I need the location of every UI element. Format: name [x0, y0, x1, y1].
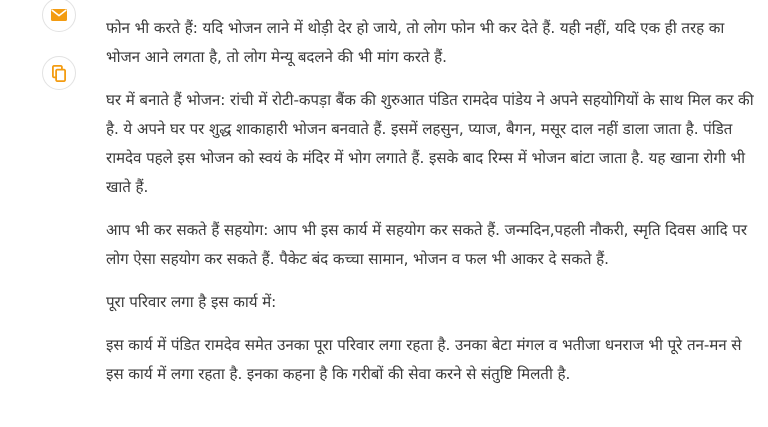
copy-link-button[interactable]: [42, 56, 76, 90]
article-body: [106, 14, 758, 403]
paragraph-phone-calls: फोन भी करते हैं: यदि भोजन लाने में थोड़ी देर हो जाये, तो लोग फोन भी कर देते हैं. यही नहीं, यदि एक ही तरह का भोजन आने लगता है, तो लोग मेन्यू बदलने की भी मांग करते हैं.: [106, 19, 725, 66]
copy-icon: [52, 65, 66, 82]
email-share-button[interactable]: [42, 0, 76, 32]
paragraph-family: इस कार्य में पंडित रामदेव समेत उनका पूरा परिवार लगा रहता है. उनका बेटा मंगल व भतीजा धनराज भी पूरे तन-मन से इस कार्य में लगा रहता है. इनका कहना है कि गरीबों की सेवा करने से संतुष्टि मिलती है.: [106, 336, 742, 383]
mail-icon: [51, 9, 67, 21]
paragraph-family-heading: पूरा परिवार लगा है इस कार्य में:: [106, 293, 277, 311]
paragraph-home-cooking: घर में बनाते हैं भोजन: रांची में रोटी-कपड़ा बैंक की शुरुआत पंडित रामदेव पांडेय ने अपने सहयोगियों के साथ मिल कर की है. ये अपने घर पर शुद्ध शाकाहारी भोजन बनवाते हैं. इसमें लहसुन, प्याज, बैगन, मसूर दाल नहीं डाला जाता है. पंडित रामदेव पहले इस भोजन को स्वयं के मंदिर में भोग लगाते हैं. इसके बाद रिम्स में भोजन बांटा जाता है. यह खाना रोगी भी खाते हैं.: [106, 91, 754, 196]
paragraph-support: आप भी कर सकते हैं सहयोग: आप भी इस कार्य में सहयोग कर सकते हैं. जन्मदिन,पहली नौकरी, स्मृति दिवस आदि पर लोग ऐसा सहयोग कर सकते हैं. पैकेट बंद कच्चा सामान, भोजन व फल भी आकर दे सकते हैं.: [106, 221, 747, 268]
